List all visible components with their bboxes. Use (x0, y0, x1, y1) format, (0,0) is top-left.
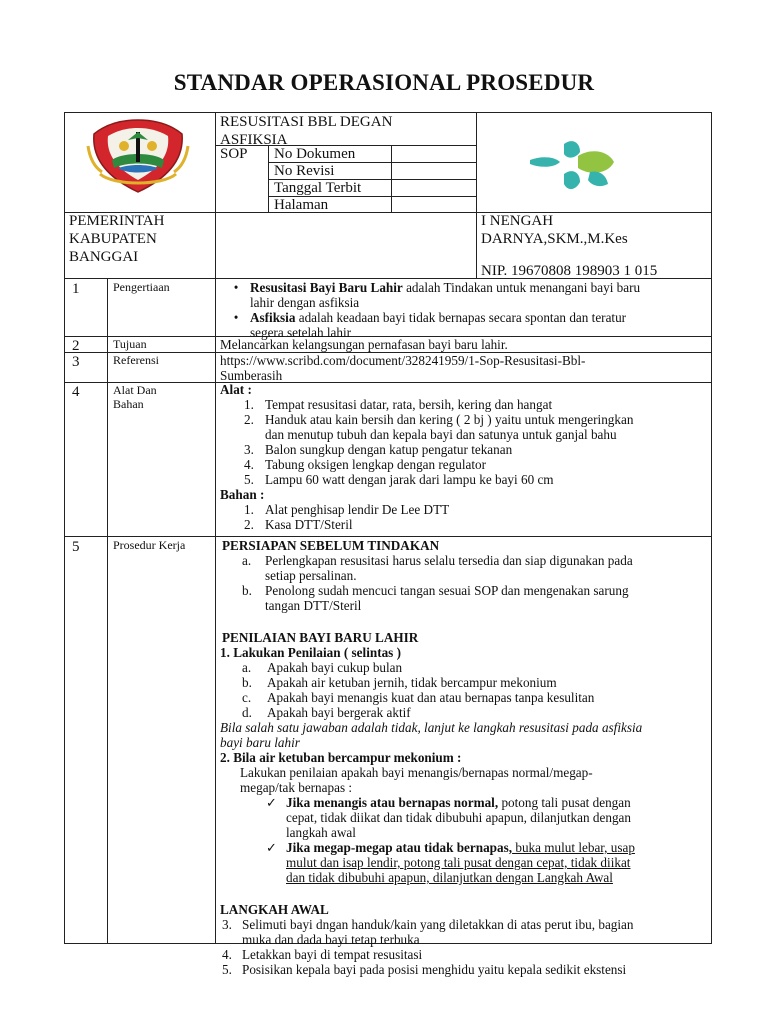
bahan-list (220, 502, 708, 532)
signer-line-2: DARNYA,SKM.,M.Kes (481, 231, 628, 247)
persiapan-item (220, 583, 708, 598)
row-label: Referensi (113, 353, 159, 367)
bahan-item (220, 517, 708, 532)
list-number: d. (242, 705, 252, 720)
persiapan-heading: PERSIAPAN SEBELUM TINDAKAN (222, 538, 440, 553)
row-label: Tujuan (113, 337, 147, 351)
list-number: b. (242, 583, 252, 598)
list-text: Tabung oksigen lengkap dengan regulator (265, 457, 486, 472)
persiapan-list (220, 553, 708, 613)
step-1-item (220, 675, 708, 690)
kemenkes-logo (528, 138, 620, 194)
list-number: 2. (244, 517, 254, 532)
list-text: Apakah bayi bergerak aktif (267, 705, 411, 720)
row-number: 2 (72, 338, 80, 354)
definition-term: Asfiksia (250, 310, 296, 325)
list-text: Lampu 60 watt dengan jarak dari lampu ke bayi 60 cm (265, 472, 554, 487)
row-number: 1 (72, 281, 80, 297)
sop-title-line-2: ASFIKSIA (220, 132, 288, 148)
signer-line-1: I NENGAH (481, 213, 554, 229)
row-number: 3 (72, 354, 80, 370)
definition-term: Resusitasi Bayi Baru Lahir (250, 280, 403, 295)
langkah-item-cont (220, 932, 708, 947)
field-tanggal-terbit: Tanggal Terbit (274, 180, 362, 196)
list-text: dan menutup tubuh dan kepala bayi dan satunya untuk ganjal bahu (265, 427, 617, 442)
row-label-line-1: Alat Dan (113, 383, 157, 397)
pengertian-content: • Resusitasi Bayi Baru Lahir adalah Tindakan untuk menangani bayi baru lahir dengan asfiksia • Asfiksia adalah keadaan bayi tidak bernapas secara spontan dan teratur segera setelah lahir (222, 280, 708, 340)
list-text: Perlengkapan resusitasi harus selalu tersedia dan siap digunakan pada (265, 553, 633, 568)
definition-text: adalah Tindakan untuk menangani bayi baru (402, 280, 641, 295)
field-no-revisi: No Revisi (274, 163, 335, 179)
referensi-line-2: Sumberasih (220, 368, 283, 383)
list-number: a. (242, 660, 252, 675)
persiapan-item-cont (220, 568, 708, 583)
list-text: Kasa DTT/Steril (265, 517, 353, 532)
langkah-item (220, 917, 708, 932)
list-text: Alat penghisap lendir De Lee DTT (265, 502, 450, 517)
alat-item (220, 472, 708, 487)
step-1-list (220, 660, 708, 720)
step-1-item (220, 660, 708, 675)
check-2-bold: Jika megap-megap atau tidak bernapas, (286, 840, 513, 855)
row-label: Prosedur Kerja (113, 538, 186, 552)
list-text: Letakkan bayi di tempat resusitasi (242, 947, 423, 962)
list-number: 5. (244, 472, 254, 487)
definition-text-cont: lahir dengan asfiksia (250, 295, 360, 310)
list-text: Tempat resusitasi datar, rata, bersih, kering dan hangat (265, 397, 553, 412)
definition-text: adalah keadaan bayi tidak bernapas secara spontan dan teratur (295, 310, 627, 325)
list-text: Balon sungkup dengan katup pengatur tekanan (265, 442, 513, 457)
langkah-list (220, 917, 708, 977)
checkmark-icon: ✓ (266, 840, 278, 855)
list-number: 1. (244, 502, 254, 517)
field-no-dokumen: No Dokumen (274, 146, 356, 162)
step-2-text-cont: megap/tak bernapas : (240, 780, 353, 795)
referensi-line-1: https://www.scribd.com/document/328241959/1-Sop-Resusitasi-Bbl- (220, 353, 586, 368)
list-text: muka dan dada bayi tetap terbuka (242, 932, 420, 947)
italic-note: Bila salah satu jawaban adalah tidak, lanjut ke langkah resusitasi pada asfiksia (220, 720, 643, 735)
gov-line-2: KABUPATEN (69, 231, 157, 247)
page-title: STANDAR OPERASIONAL PROSEDUR (173, 70, 595, 95)
list-text: Apakah air ketuban jernih, tidak bercampur mekonium (267, 675, 557, 690)
sop-label: SOP (220, 146, 248, 162)
row-label: Pengertiaan (113, 280, 170, 294)
list-number: 4. (244, 457, 254, 472)
step-1-item (220, 690, 708, 705)
list-number: 3. (244, 442, 254, 457)
italic-note-cont: bayi baru lahir (220, 735, 300, 750)
check-2-cont-2: dan tidak dibubuhi apapun, dilanjutkan dengan Langkah Awal (286, 870, 613, 885)
alat-bahan-content (220, 382, 708, 532)
list-text: setiap persalinan. (265, 568, 357, 583)
row-label (113, 383, 157, 411)
list-text: Posisikan kepala bayi pada posisi menghidu yaitu kepala sedikit ekstensi (242, 962, 627, 977)
check-1-cont-2: langkah awal (286, 825, 356, 840)
list-number: 4. (222, 947, 232, 962)
penilaian-heading: PENILAIAN BAYI BARU LAHIR (222, 630, 419, 645)
row-number: 4 (72, 384, 80, 400)
check-2-cont: mulut dan isap lendir, potong tali pusat dengan cepat, tidak diikat (286, 855, 631, 870)
list-text: Handuk atau kain bersih dan kering ( 2 bj ) yaitu untuk mengeringkan (265, 412, 634, 427)
alat-heading: Alat : (220, 382, 252, 397)
referensi-link[interactable] (220, 353, 585, 383)
alat-list (220, 397, 708, 487)
bahan-item (220, 502, 708, 517)
list-number: b. (242, 675, 252, 690)
signer-name (481, 212, 628, 248)
list-text: tangan DTT/Steril (265, 598, 362, 613)
list-number: a. (242, 553, 252, 568)
alat-item (220, 442, 708, 457)
persiapan-item (220, 553, 708, 568)
tujuan-text: Melancarkan kelangsungan pernafasan bayi baru lahir. (220, 337, 508, 352)
list-number: 5. (222, 962, 232, 977)
row-number: 5 (72, 539, 80, 555)
row-label-line-2: Bahan (113, 397, 144, 411)
check-1-cont: cepat, tidak diikat dan tidak dibubuhi apapun, dilanjutkan dengan (286, 810, 631, 825)
signer-nip: NIP. 19670808 198903 1 015 (481, 263, 658, 279)
check-1-text: potong tali pusat dengan (498, 795, 631, 810)
checkmark-icon: ✓ (266, 795, 278, 810)
list-number: 2. (244, 412, 254, 427)
list-number: 3. (222, 917, 232, 932)
alat-item (220, 412, 708, 427)
check-1-bold: Jika menangis atau bernapas normal, (286, 795, 499, 810)
step-1-heading: 1. Lakukan Penilaian ( selintas ) (220, 645, 401, 660)
alat-item (220, 457, 708, 472)
list-text: Penolong sudah mencuci tangan sesuai SOP dan mengenakan sarung (265, 583, 629, 598)
government-name (69, 212, 164, 266)
alat-item (220, 397, 708, 412)
list-text: Apakah bayi menangis kuat dan atau bernapas tanpa kesulitan (267, 690, 595, 705)
check-2-text: buka mulut lebar, usap (512, 840, 635, 855)
gov-line-3: BANGGAI (69, 249, 139, 265)
bahan-heading: Bahan : (220, 487, 265, 502)
alat-item-cont (220, 427, 708, 442)
langkah-item (220, 947, 708, 962)
definition-text-cont: segera setelah lahir (250, 325, 352, 340)
persiapan-item-cont (220, 598, 708, 613)
sop-title (220, 113, 392, 149)
list-text: Selimuti bayi dngan handuk/kain yang diletakkan di atas perut ibu, bagian (242, 917, 634, 932)
banggai-emblem-logo (84, 116, 192, 196)
sop-title-line-1: RESUSITASI BBL DEGAN (220, 114, 393, 130)
prosedur-content (220, 538, 708, 977)
step-2-heading: 2. Bila air ketuban bercampur mekonium : (220, 750, 462, 765)
list-number: c. (242, 690, 252, 705)
step-2-text: Lakukan penilaian apakah bayi menangis/bernapas normal/megap- (240, 765, 593, 780)
langkah-heading: LANGKAH AWAL (220, 902, 329, 917)
step-1-item (220, 705, 708, 720)
field-halaman: Halaman (274, 197, 329, 213)
gov-line-1: PEMERINTAH (69, 213, 165, 229)
langkah-item (220, 962, 708, 977)
list-number: 1. (244, 397, 254, 412)
list-text: Apakah bayi cukup bulan (267, 660, 403, 675)
